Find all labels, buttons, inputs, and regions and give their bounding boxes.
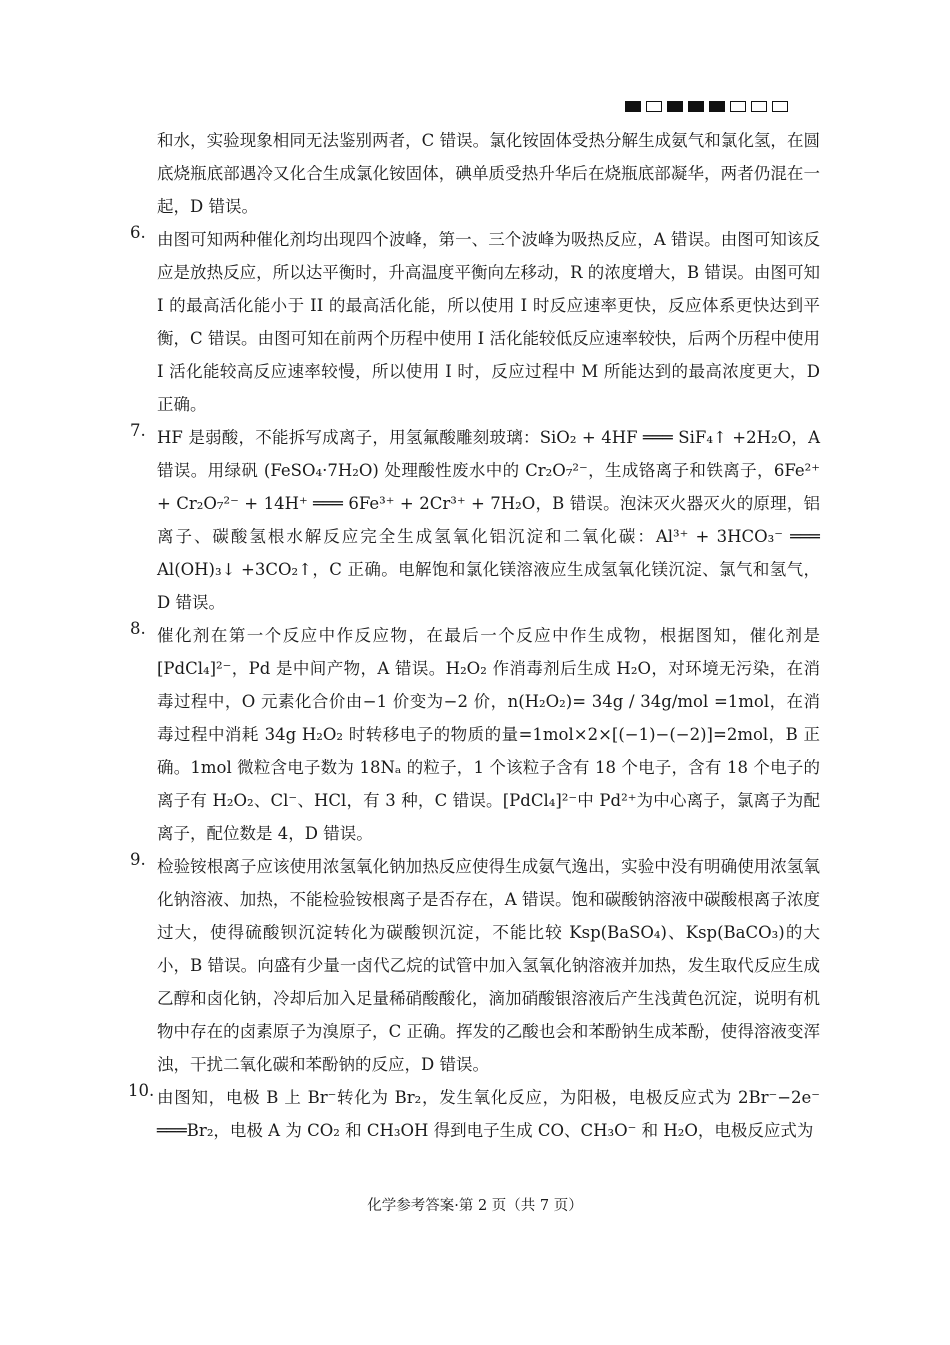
item-number: 9. bbox=[130, 850, 146, 869]
answer-item-10 bbox=[130, 1081, 820, 1147]
answer-item-9 bbox=[130, 850, 820, 1081]
item-text: 由图知，电极 B 上 Br⁻转化为 Br₂，发生氧化反应，为阳极，电极反应式为 2Br⁻−2e⁻ ═══Br₂，电极 A 为 CO₂ 和 CH₃OH 得到电子生成 CO、CH₃O⁻ 和 H₂O，电极反应式为 bbox=[157, 1088, 820, 1140]
answer-item-8 bbox=[130, 619, 820, 850]
empty-square-icon bbox=[730, 101, 746, 112]
filled-square-icon bbox=[688, 101, 704, 112]
answer-content bbox=[130, 124, 820, 1147]
progress-marks bbox=[625, 101, 788, 112]
item-number: 6. bbox=[130, 223, 146, 242]
item-number: 8. bbox=[130, 619, 146, 638]
continuation-paragraph: 和水，实验现象相同无法鉴别两者，C 错误。氯化铵固体受热分解生成氨气和氯化氢，在圆底烧瓶底部遇冷又化合生成氯化铵固体，碘单质受热升华后在烧瓶底部凝华，两者仍混在一起，D 错误。 bbox=[157, 131, 820, 216]
filled-square-icon bbox=[709, 101, 725, 112]
answer-item-7 bbox=[130, 421, 820, 619]
item-text: HF 是弱酸，不能拆写成离子，用氢氟酸雕刻玻璃：SiO₂ + 4HF ═══ SiF₄↑ +2H₂O，A 错误。用绿矾 (FeSO₄·7H₂O) 处理酸性废水中的 Cr₂O₇²⁻，生成铬离子和铁离子，6Fe²⁺ + Cr₂O₇²⁻ + 14H⁺ ═══ 6Fe³⁺ + 2Cr³⁺ + 7H₂O，B 错误。泡沫灭火器灭火的原理，铝离子、碳酸氢根水解反应完全生成氢氧化铝沉淀和二氧化碳：Al³⁺ + 3HCO₃⁻ ═══ Al(OH)₃↓ +3CO₂↑，C 正确。电解饱和氯化镁溶液应生成氢氧化镁沉淀、氯气和氢气，D 错误。 bbox=[157, 428, 820, 612]
filled-square-icon bbox=[667, 101, 683, 112]
item-text: 催化剂在第一个反应中作反应物，在最后一个反应中作生成物，根据图知，催化剂是 [PdCl₄]²⁻，Pd 是中间产物，A 错误。H₂O₂ 作消毒剂后生成 H₂O，对环境无污染，在消毒过程中，O 元素化合价由−1 价变为−2 价，n(H₂O₂)= 34g / 34g/mol =1mol，在消毒过程中消耗 34g H₂O₂ 时转移电子的物质的量=1mol×2×[(−1)−(−2)]=2mol，B 正确。1mol 微粒含电子数为 18Nₐ 的粒子，1 个该粒子含有 18 个电子，含有 18 个电子的离子有 H₂O₂、Cl⁻、HCl，有 3 种，C 错误。[PdCl₄]²⁻中 Pd²⁺为中心离子，氯离子为配离子，配位数是 4，D 错误。 bbox=[157, 626, 820, 843]
item-number: 10. bbox=[128, 1081, 155, 1100]
item-text: 由图可知两种催化剂均出现四个波峰，第一、三个波峰为吸热反应，A 错误。由图可知该反应是放热反应，所以达平衡时，升高温度平衡向左移动，R 的浓度增大，B 错误。由图可知 I 的最高活化能小于 II 的最高活化能，所以使用 I 时反应速率更快，反应体系更快达到平衡，C 错误。由图可知在前两个历程中使用 I 活化能较低反应速率较快，后两个历程中使用 I 活化能较高反应速率较慢，所以使用 I 时，反应过程中 M 所能达到的最高浓度更大，D 正确。 bbox=[157, 230, 820, 414]
answer-item-6 bbox=[130, 223, 820, 421]
filled-square-icon bbox=[625, 101, 641, 112]
item-number: 7. bbox=[130, 421, 146, 440]
empty-square-icon bbox=[646, 101, 662, 112]
item-text: 检验铵根离子应该使用浓氢氧化钠加热反应使得生成氨气逸出，实验中没有明确使用浓氢氧化钠溶液、加热，不能检验铵根离子是否存在，A 错误。饱和碳酸钠溶液中碳酸根离子浓度过大，使得硫酸钡沉淀转化为碳酸钡沉淀，不能比较 Ksp(BaSO₄)、Ksp(BaCO₃)的大小，B 错误。向盛有少量一卤代乙烷的试管中加入氢氧化钠溶液并加热，发生取代反应生成乙醇和卤化钠，冷却后加入足量稀硝酸酸化，滴加硝酸银溶液后产生浅黄色沉淀，说明有机物中存在的卤素原子为溴原子，C 正确。挥发的乙酸也会和苯酚钠生成苯酚，使得溶液变浑浊，干扰二氧化碳和苯酚钠的反应，D 错误。 bbox=[157, 857, 820, 1074]
empty-square-icon bbox=[751, 101, 767, 112]
empty-square-icon bbox=[772, 101, 788, 112]
page-footer: 化学参考答案·第 2 页（共 7 页） bbox=[367, 1198, 583, 1214]
